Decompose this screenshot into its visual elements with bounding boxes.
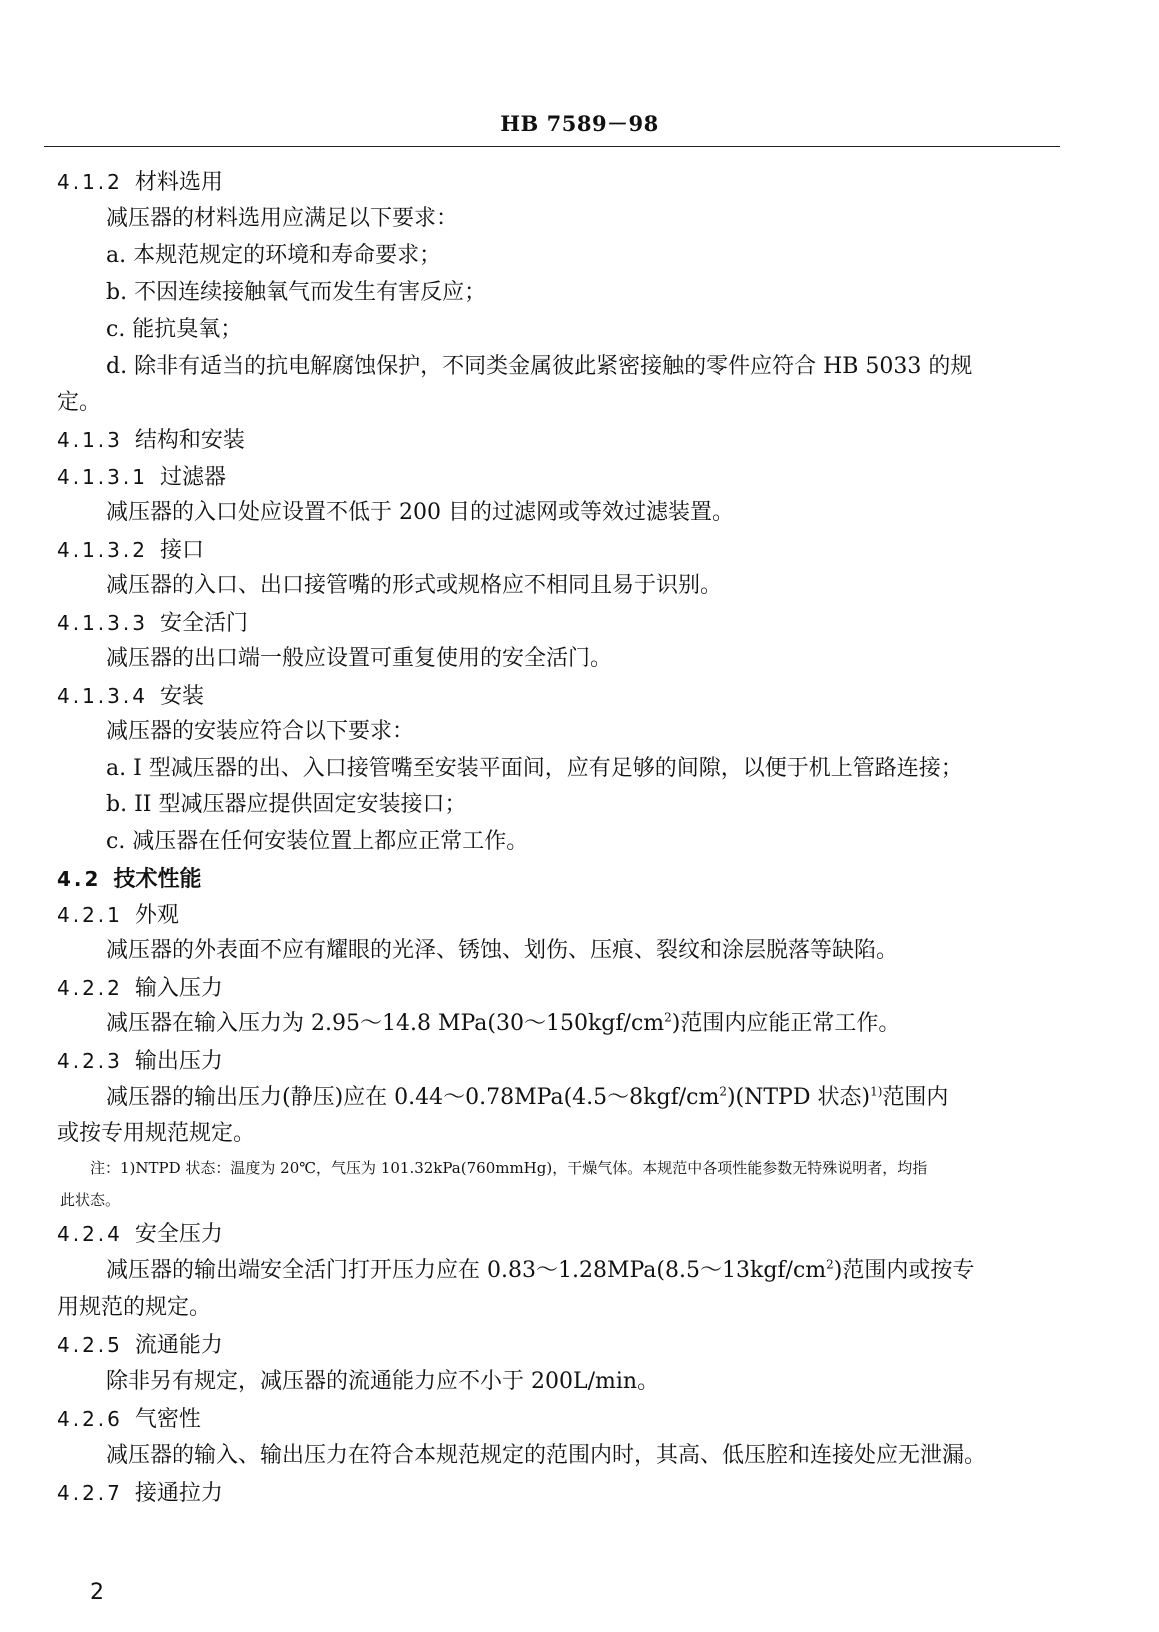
section-number: 4.2.7 — [57, 1481, 123, 1505]
paragraph: 除非另有规定，减压器的流通能力应不小于 200L/min。 — [106, 1369, 660, 1394]
section-4-2-5-heading — [0, 1329, 1159, 1361]
text-run: 范围内 — [882, 1085, 949, 1110]
section-number: 4.2.1 — [57, 903, 123, 927]
list-item: b. 不因连续接触氧气而发生有害反应； — [106, 280, 487, 305]
paragraph: 减压器的材料选用应满足以下要求： — [106, 206, 459, 231]
section-number: 4.2 — [57, 867, 102, 891]
text-run: )范围内应能正常工作。 — [671, 1011, 901, 1036]
section-title: 安全活门 — [159, 611, 248, 636]
section-number: 4.1.3 — [57, 428, 123, 452]
paragraph-continuation: 定。 — [57, 390, 102, 415]
text-run: 减压器的输出端安全活门打开压力应在 0.83～1.28MPa(8.5～13kgf/cm — [106, 1258, 827, 1283]
list-item: c. 能抗臭氧； — [106, 317, 243, 342]
standard-number-header: HB 7589－98 — [500, 111, 659, 136]
paragraph: 减压器的入口、出口接管嘴的形式或规格应不相同且易于识别。 — [106, 573, 723, 598]
text-run: )范围内或按专 — [833, 1258, 975, 1283]
section-number: 4.2.2 — [57, 976, 123, 1000]
paragraph: 减压器的安装应符合以下要求： — [106, 719, 415, 744]
section-4-2-7-heading — [0, 1477, 1159, 1509]
text-run: )(NTPD 状态) — [726, 1085, 871, 1110]
section-title: 安装 — [159, 684, 204, 709]
section-title: 接口 — [159, 538, 204, 563]
list-item: d. 除非有适当的抗电解腐蚀保护，不同类金属彼此紧密接触的零件应符合 HB 5033 的规 — [106, 354, 973, 379]
section-number: 4.1.3.1 — [57, 465, 148, 489]
section-4-2-2-heading — [0, 972, 1159, 1004]
section-number: 4.1.3.3 — [57, 611, 148, 635]
section-title: 输入压力 — [134, 976, 223, 1001]
section-title: 流通能力 — [134, 1333, 223, 1358]
paragraph: 减压器的外表面不应有耀眼的光泽、锈蚀、划伤、压痕、裂纹和涂层脱落等缺陷。 — [106, 938, 899, 963]
text-run: 减压器的输出压力(静压)应在 0.44～0.78MPa(4.5～8kgf/cm — [106, 1085, 720, 1110]
section-number: 4.2.3 — [57, 1049, 123, 1073]
footnote-marker: 1) — [870, 1084, 883, 1099]
section-title: 输出压力 — [134, 1049, 223, 1074]
superscript: 2 — [826, 1257, 834, 1272]
section-4-1-3-3-heading — [0, 607, 1159, 639]
list-item: c. 减压器在任何安装位置上都应正常工作。 — [106, 829, 529, 854]
section-title: 接通拉力 — [134, 1481, 223, 1506]
list-item: a. I 型减压器的出、入口接管嘴至安装平面间，应有足够的间隙，以便于机上管路连接； — [106, 756, 963, 781]
footnote-continuation: 此状态。 — [60, 1191, 121, 1209]
section-4-1-3-1-heading — [0, 461, 1159, 493]
section-4-2-4-heading — [0, 1218, 1159, 1250]
section-number: 4.2.4 — [57, 1222, 123, 1246]
header-rule — [44, 146, 1060, 147]
paragraph — [0, 1082, 1159, 1114]
section-title: 过滤器 — [159, 465, 226, 490]
section-title: 技术性能 — [113, 866, 202, 892]
list-item: b. II 型减压器应提供固定安装接口； — [106, 792, 467, 817]
text-run: 减压器在输入压力为 2.95～14.8 MPa(30～150kgf/cm — [106, 1011, 665, 1036]
section-number: 4.1.3.2 — [57, 538, 148, 562]
paragraph: 减压器的入口处应设置不低于 200 目的过滤网或等效过滤装置。 — [106, 500, 734, 525]
paragraph: 减压器的出口端一般应设置可重复使用的安全活门。 — [106, 646, 613, 671]
section-title: 外观 — [134, 903, 179, 928]
section-4-1-3-2-heading — [0, 534, 1159, 566]
section-4-1-3-4-heading — [0, 680, 1159, 712]
superscript: 2 — [719, 1084, 727, 1099]
section-title: 材料选用 — [134, 170, 223, 195]
section-number: 4.1.2 — [57, 170, 123, 194]
section-4-1-3-heading — [0, 424, 1159, 456]
footnote: 注：1)NTPD 状态：温度为 20℃，气压为 101.32kPa(760mmHg)，干燥气体。本规范中各项性能参数无特殊说明者，均指 — [90, 1159, 928, 1177]
superscript: 2 — [664, 1010, 672, 1025]
section-number: 4.2.6 — [57, 1407, 123, 1431]
paragraph — [0, 1008, 1159, 1040]
paragraph-continuation: 或按专用规范规定。 — [57, 1121, 256, 1146]
list-item: a. 本规范规定的环境和寿命要求； — [106, 243, 442, 268]
section-title: 安全压力 — [134, 1222, 223, 1247]
section-4-2-3-heading — [0, 1045, 1159, 1077]
section-title: 气密性 — [134, 1407, 201, 1432]
section-title: 结构和安装 — [134, 428, 245, 453]
section-4-2-heading — [0, 863, 1159, 895]
section-4-2-6-heading — [0, 1403, 1159, 1435]
paragraph — [0, 1255, 1159, 1287]
page-number: 2 — [90, 1580, 104, 1605]
section-4-2-1-heading — [0, 899, 1159, 931]
section-number: 4.1.3.4 — [57, 684, 148, 708]
paragraph-continuation: 用规范的规定。 — [57, 1295, 212, 1320]
paragraph: 减压器的输入、输出压力在符合本规范规定的范围内时，其高、低压腔和连接处应无泄漏。 — [106, 1443, 987, 1468]
section-number: 4.2.5 — [57, 1333, 123, 1357]
section-4-1-2-heading — [0, 166, 1159, 198]
